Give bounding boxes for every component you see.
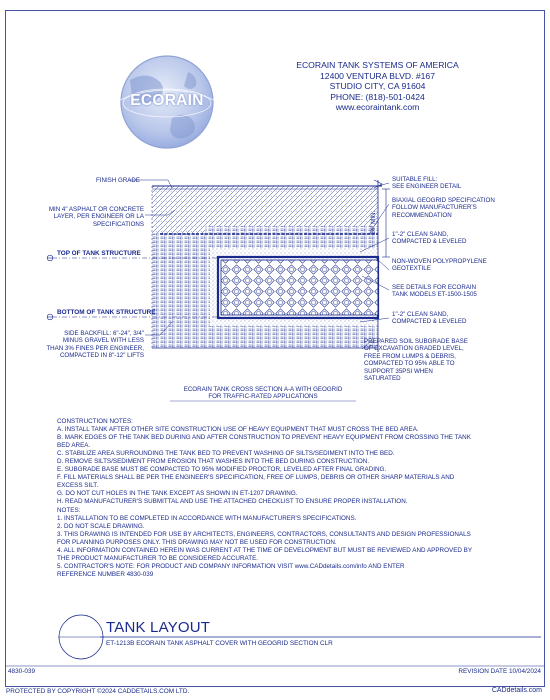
company-website: www.ecoraintank.com: [335, 102, 420, 113]
label-suitable-fill: SUITABLE FILL: SEE ENGINEER DETAIL: [392, 176, 462, 191]
drawing-subtitle: ET-1213B ECORAIN TANK ASPHALT COVER WITH GEOGRID SECTION CLR: [106, 640, 333, 647]
company-header: [290, 60, 465, 113]
label-sand-bottom: 1"-2" CLEAN SAND, COMPACTED & LEVELED: [392, 311, 467, 326]
reference-number: 4830-039: [8, 668, 36, 675]
label-sand-top: 1"-2" CLEAN SAND, COMPACTED & LEVELED: [392, 231, 467, 246]
label-top-of-tank: TOP OF TANK STRUCTURE: [57, 250, 141, 257]
label-bottom-of-tank: BOTTOM OF TANK STRUCTURE: [57, 309, 156, 316]
label-geogrid: BIAXIAL GEOGRID SPECIFICATION FOLLOW MANUFACTURER'S RECOMMENDATION: [392, 197, 495, 219]
drawing-title: TANK LAYOUT: [106, 619, 211, 636]
dimension-24-min: 24" MIN.: [370, 210, 378, 235]
label-subgrade: PREPARED SOIL SUBGRADE BASE OF EXCAVATION GRADED LEVEL, FREE FROM LUMPS & DEBRIS, COMPACTED TO 95% ABLE TO SUPPORT 35PSI WHEN SATURATED: [364, 338, 468, 383]
company-address-1: 12400 VENTURA BLVD. #167: [320, 70, 435, 81]
construction-notes: CONSTRUCTION NOTES: A. INSTALL TANK AFTER OTHER SITE CONSTRUCTION USE OF HEAVY EQUIPMENT THAT MUST CROSS THE BED AREA. B. MARK EDGES OF THE TANK BED DURING AND AFTER CONSTRUCTION TO PREVENT HEAVY EQUIPMENT FROM CROSSING THE TANK BED AREA. C. STABILIZE AREA SURROUNDING THE TANK BED TO PREVENT WASHING OF SILTS/SEDIMENT INTO THE BED. D. REMOVE SILTS/SEDIMENT FROM EROSION THAT WASHES INTO THE BED DURING CONSTRUCTION. E. SUBGRADE BASE MUST BE COMPACTED TO 95% MODIFIED PROCTOR, LEVELED AFTER FINAL GRADING. F. FILL MATERIALS SHALL BE PER THE ENGINEER'S SPECIFICATION, FREE OF LUMPS, DEBRIS OR OTHER SHARP MATERIALS AND EXCESS SILT. G. DO NOT CUT HOLES IN THE TANK EXCEPT AS SHOWN IN ET-1207 DRAWING. H. READ MANUFACTURER'S SUBMITTAL AND USE THE ATTACHED CHECKLIST TO ENSURE PROPER INSTALLATION. NOTES: 1. INSTALLATION TO BE COMPLETED IN ACCORDANCE WITH MANUFACTURER'S SPECIFICATIONS. 2. DO NOT SCALE DRAWING. 3. THIS DRAWING IS INTENDED FOR USE BY ARCHITECTS, ENGINEERS, CONTRACTORS, CONSULTANTS AND DESIGN PROFESSIONALS FOR PLANNING PURPOSES ONLY. THIS DRAWING MAY NOT BE USED FOR CONSTRUCTION. 4. ALL INFORMATION CONTAINED HEREIN WAS CURRENT AT THE TIME OF DEVELOPMENT BUT MUST BE REVIEWED AND APPROVED BY THE PRODUCT MANUFACTURER TO BE CONSIDERED ACCURATE. 5. CONTRACTOR'S NOTE: FOR PRODUCT AND COMPANY INFORMATION VISIT www.CADdetails.com/info AND ENTER REFERENCE NUMBER 4830-039: [57, 418, 497, 579]
label-tank-details: SEE DETAILS FOR ECORAIN TANK MODELS ET-1500-1505: [392, 284, 477, 299]
revision-date: REVISION DATE 10/04/2024: [458, 668, 541, 675]
copyright-notice: PROTECTED BY COPYRIGHT ©2024 CADDETAILS.COM LTD.: [6, 688, 190, 695]
notes-title: NOTES:: [57, 506, 81, 514]
construction-notes-title: CONSTRUCTION NOTES:: [57, 418, 133, 425]
company-address-2: STUDIO CITY, CA 91604: [329, 81, 426, 92]
label-geotextile: NON-WOVEN POLYPROPYLENE GEOTEXTILE: [392, 258, 487, 273]
label-side-backfill: SIDE BACKFILL: 6"-24", 3/4" MINUS GRAVEL WITH LESS THAN 3% FINES PER ENGINEER, COMPACTED IN 8"-12" LIFTS: [46, 330, 144, 360]
company-phone: PHONE: (818)-501-0424: [330, 91, 425, 102]
caddetails-link[interactable]: CADdetails.com: [491, 687, 542, 694]
section-caption: ECORAIN TANK CROSS SECTION A-A WITH GEOGRID FOR TRAFFIC-RATED APPLICATIONS: [183, 386, 343, 401]
label-asphalt: MIN 4" ASPHALT OR CONCRETE LAYER, PER ENGINEER OR LA SPECIFICATIONS: [48, 206, 144, 228]
company-name: ECORAIN TANK SYSTEMS OF AMERICA: [296, 60, 459, 70]
label-finish-grade: FINISH GRADE: [96, 177, 141, 184]
logo: ECORAIN: [130, 92, 204, 109]
